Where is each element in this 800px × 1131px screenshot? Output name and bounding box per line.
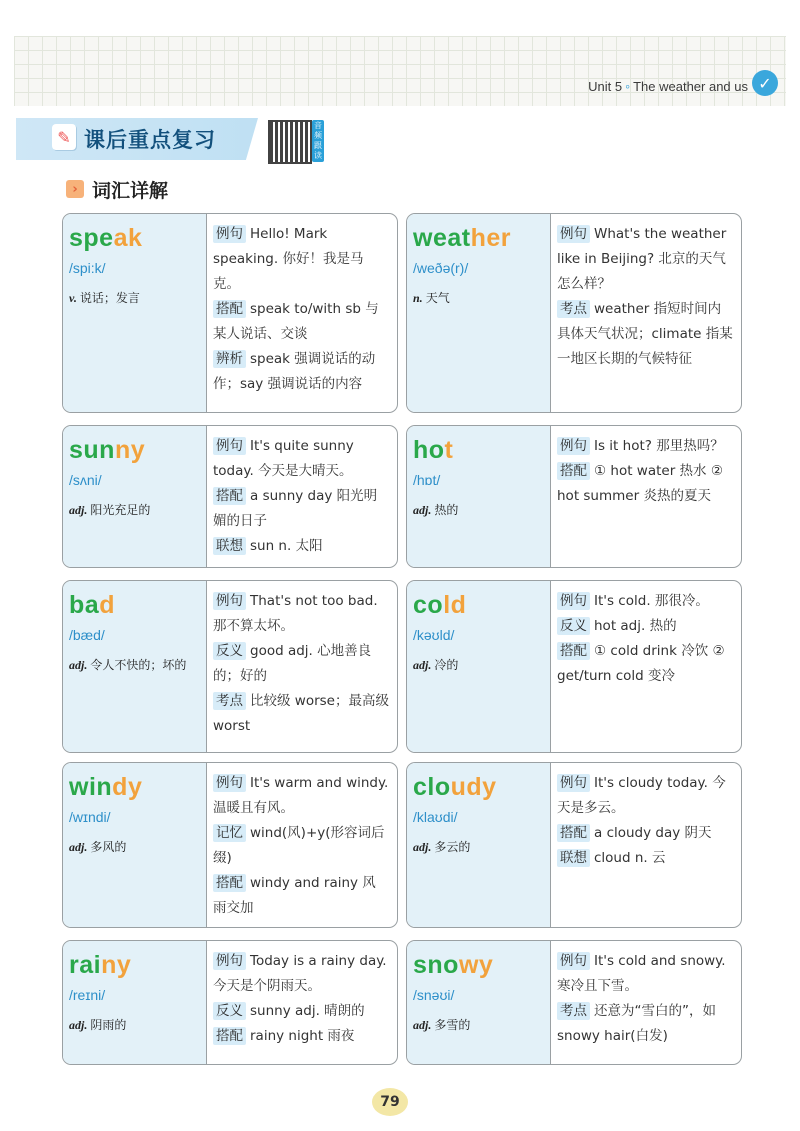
card-note-line xyxy=(213,871,389,921)
card-part-of-speech: adj. 多雪的 xyxy=(413,1018,471,1032)
card-note-line xyxy=(557,459,733,509)
card-phonetic: /bæd/ xyxy=(69,627,105,643)
note-tag: 例句 xyxy=(213,225,246,243)
note-tag: 考点 xyxy=(213,692,246,710)
note-text: good adj. 心地善良的；好的 xyxy=(213,643,372,684)
card-part-of-speech: adj. 阳光充足的 xyxy=(69,503,151,517)
unit-separator-icon: ◦ xyxy=(625,78,631,94)
note-text: Today is a rainy day. 今天是个阴雨天。 xyxy=(213,953,387,994)
vocab-title: 词汇详解 xyxy=(92,180,169,202)
note-text: sunny adj. 晴朗的 xyxy=(250,1003,365,1019)
card-word-panel xyxy=(407,763,551,927)
unit-header xyxy=(588,78,748,94)
card-part-of-speech: adj. 冷的 xyxy=(413,658,459,672)
card-word: snowy xyxy=(413,951,494,979)
card-phonetic: /snəʊi/ xyxy=(413,987,455,1003)
note-tag: 反义 xyxy=(213,1002,246,1020)
card-phonetic: /hɒt/ xyxy=(413,472,441,488)
header-grid-band xyxy=(14,36,786,106)
note-text: 比较级 worse；最高级 worst xyxy=(213,693,389,734)
card-phonetic: /reɪni/ xyxy=(69,987,106,1003)
card-notes xyxy=(213,222,389,397)
card-part-of-speech: n. 天气 xyxy=(413,291,450,305)
note-tag: 例句 xyxy=(557,774,590,792)
note-text: weather 指短时间内具体天气状况；climate 指某一地区长期的气候特征 xyxy=(557,301,733,367)
card-part-of-speech: adj. 阴雨的 xyxy=(69,1018,127,1032)
note-text: It's quite sunny today. 今天是大晴天。 xyxy=(213,438,354,479)
card-phonetic: /kəʊld/ xyxy=(413,627,455,643)
card-note-line xyxy=(557,614,733,639)
note-text: speak 强调说话的动作；say 强调说话的内容 xyxy=(213,351,376,392)
vocab-card xyxy=(62,762,398,928)
note-tag: 反义 xyxy=(557,617,590,635)
card-phonetic: /wɪndi/ xyxy=(69,809,111,825)
card-part-of-speech: v. 说话；发言 xyxy=(69,291,140,305)
note-tag: 例句 xyxy=(213,774,246,792)
vocab-card xyxy=(406,940,742,1065)
card-note-line xyxy=(557,949,733,999)
card-note-line xyxy=(557,297,733,372)
card-note-line xyxy=(213,949,389,999)
note-tag: 辨析 xyxy=(213,350,246,368)
unit-label: Unit 5 xyxy=(588,79,623,94)
note-text: Is it hot? 那里热吗？ xyxy=(594,438,724,454)
vocab-card xyxy=(406,762,742,928)
card-notes xyxy=(557,434,733,509)
card-part-of-speech: adj. 令人不快的；坏的 xyxy=(69,658,187,672)
qr-label: 音频跟读 xyxy=(314,121,322,160)
card-note-line xyxy=(557,846,733,871)
note-tag: 搭配 xyxy=(557,824,590,842)
card-note-line xyxy=(557,821,733,846)
note-text: That's not too bad. 那不算太坏。 xyxy=(213,593,378,634)
card-notes xyxy=(213,771,389,921)
note-tag: 搭配 xyxy=(213,487,246,505)
note-tag: 搭配 xyxy=(213,1027,246,1045)
card-word-panel xyxy=(63,214,207,412)
card-word-panel xyxy=(63,763,207,927)
card-word: cold xyxy=(413,591,467,619)
note-text: a sunny day 阳光明媚的日子 xyxy=(213,488,378,529)
card-note-line xyxy=(213,1024,389,1049)
card-note-line xyxy=(213,771,389,821)
vocab-card xyxy=(406,213,742,413)
card-word-panel xyxy=(407,941,551,1064)
note-tag: 搭配 xyxy=(213,300,246,318)
card-part-of-speech: adj. 多云的 xyxy=(413,840,471,854)
card-part-of-speech: adj. 热的 xyxy=(413,503,459,517)
pencil-icon: ✎ xyxy=(52,124,76,150)
check-badge-icon: ✓ xyxy=(752,70,778,96)
qr-code-icon[interactable] xyxy=(268,120,312,164)
card-word-panel xyxy=(63,581,207,752)
card-note-line xyxy=(213,821,389,871)
card-note-line xyxy=(213,222,389,297)
card-word-panel xyxy=(63,941,207,1064)
note-text: ① hot water 热水 ② hot summer 炎热的夏天 xyxy=(557,463,723,504)
page-number: 79 xyxy=(372,1088,408,1116)
note-tag: 搭配 xyxy=(557,642,590,660)
card-note-line xyxy=(213,347,389,397)
card-note-line xyxy=(213,534,389,559)
card-word: rainy xyxy=(69,951,132,979)
card-phonetic: /spi:k/ xyxy=(69,260,106,276)
card-note-line xyxy=(213,434,389,484)
vocab-card xyxy=(62,580,398,753)
note-tag: 联想 xyxy=(557,849,590,867)
card-word-panel xyxy=(407,214,551,412)
vocab-card xyxy=(62,940,398,1065)
vocab-card xyxy=(62,425,398,568)
card-phonetic: /sʌni/ xyxy=(69,472,102,488)
card-notes xyxy=(557,589,733,689)
card-notes xyxy=(557,949,733,1049)
note-tag: 例句 xyxy=(557,592,590,610)
note-tag: 例句 xyxy=(557,952,590,970)
note-text: It's cold. 那很冷。 xyxy=(594,593,709,609)
card-word-panel xyxy=(407,581,551,752)
note-text: wind(风)+y(形容词后缀) xyxy=(213,825,385,866)
vocab-card xyxy=(406,580,742,753)
note-text: sun n. 太阳 xyxy=(250,538,323,554)
card-note-line xyxy=(557,771,733,821)
note-text: 还意为“雪白的”，如 snowy hair(白发) xyxy=(557,1003,716,1044)
note-text: It's cold and snowy. 寒冷且下雪。 xyxy=(557,953,726,994)
note-tag: 例句 xyxy=(213,592,246,610)
card-word: windy xyxy=(69,773,143,801)
vocab-card xyxy=(406,425,742,568)
card-note-line xyxy=(213,484,389,534)
card-note-line xyxy=(557,639,733,689)
note-text: ① cold drink 冷饮 ② get/turn cold 变冷 xyxy=(557,643,725,684)
card-notes xyxy=(557,771,733,871)
note-text: rainy night 雨夜 xyxy=(250,1028,355,1044)
note-text: speak to/with sb 与某人说话、交谈 xyxy=(213,301,379,342)
card-word: sunny xyxy=(69,436,146,464)
card-note-line xyxy=(557,222,733,297)
card-note-line xyxy=(213,297,389,347)
card-word: cloudy xyxy=(413,773,497,801)
note-tag: 搭配 xyxy=(213,874,246,892)
note-tag: 例句 xyxy=(213,952,246,970)
note-tag: 反义 xyxy=(213,642,246,660)
arrow-right-icon: › xyxy=(66,180,84,198)
note-text: windy and rainy 风雨交加 xyxy=(213,875,376,916)
card-note-line xyxy=(213,689,389,739)
note-text: What's the weather like in Beijing? 北京的天气怎么样？ xyxy=(557,226,727,292)
vocab-card xyxy=(62,213,398,413)
note-text: It's cloudy today. 今天是多云。 xyxy=(557,775,726,816)
card-note-line xyxy=(213,639,389,689)
card-notes xyxy=(557,222,733,372)
note-tag: 搭配 xyxy=(557,462,590,480)
note-text: It's warm and windy. 温暖且有风。 xyxy=(213,775,389,816)
card-word: bad xyxy=(69,591,115,619)
note-tag: 例句 xyxy=(557,437,590,455)
card-word: weather xyxy=(413,224,511,252)
note-text: Hello! Mark speaking. 你好！我是马克。 xyxy=(213,226,364,292)
card-phonetic: /weðə(r)/ xyxy=(413,260,469,276)
card-word-panel xyxy=(407,426,551,567)
card-notes xyxy=(213,434,389,559)
unit-title: The weather and us xyxy=(633,79,748,94)
card-note-line xyxy=(557,589,733,614)
card-note-line xyxy=(557,999,733,1049)
card-note-line xyxy=(557,434,733,459)
card-part-of-speech: adj. 多风的 xyxy=(69,840,127,854)
note-text: cloud n. 云 xyxy=(594,850,666,866)
note-text: a cloudy day 阴天 xyxy=(594,825,712,841)
card-notes xyxy=(213,589,389,739)
note-tag: 考点 xyxy=(557,1002,590,1020)
note-tag: 记忆 xyxy=(213,824,246,842)
card-word: hot xyxy=(413,436,454,464)
note-tag: 联想 xyxy=(213,537,246,555)
note-tag: 例句 xyxy=(557,225,590,243)
note-tag: 例句 xyxy=(213,437,246,455)
card-note-line xyxy=(213,999,389,1024)
card-word-panel xyxy=(63,426,207,567)
card-note-line xyxy=(213,589,389,639)
card-word: speak xyxy=(69,224,143,252)
card-notes xyxy=(213,949,389,1049)
card-phonetic: /klaʊdi/ xyxy=(413,809,458,825)
section-title: 课后重点复习 xyxy=(84,128,216,152)
note-tag: 考点 xyxy=(557,300,590,318)
note-text: hot adj. 热的 xyxy=(594,618,677,634)
